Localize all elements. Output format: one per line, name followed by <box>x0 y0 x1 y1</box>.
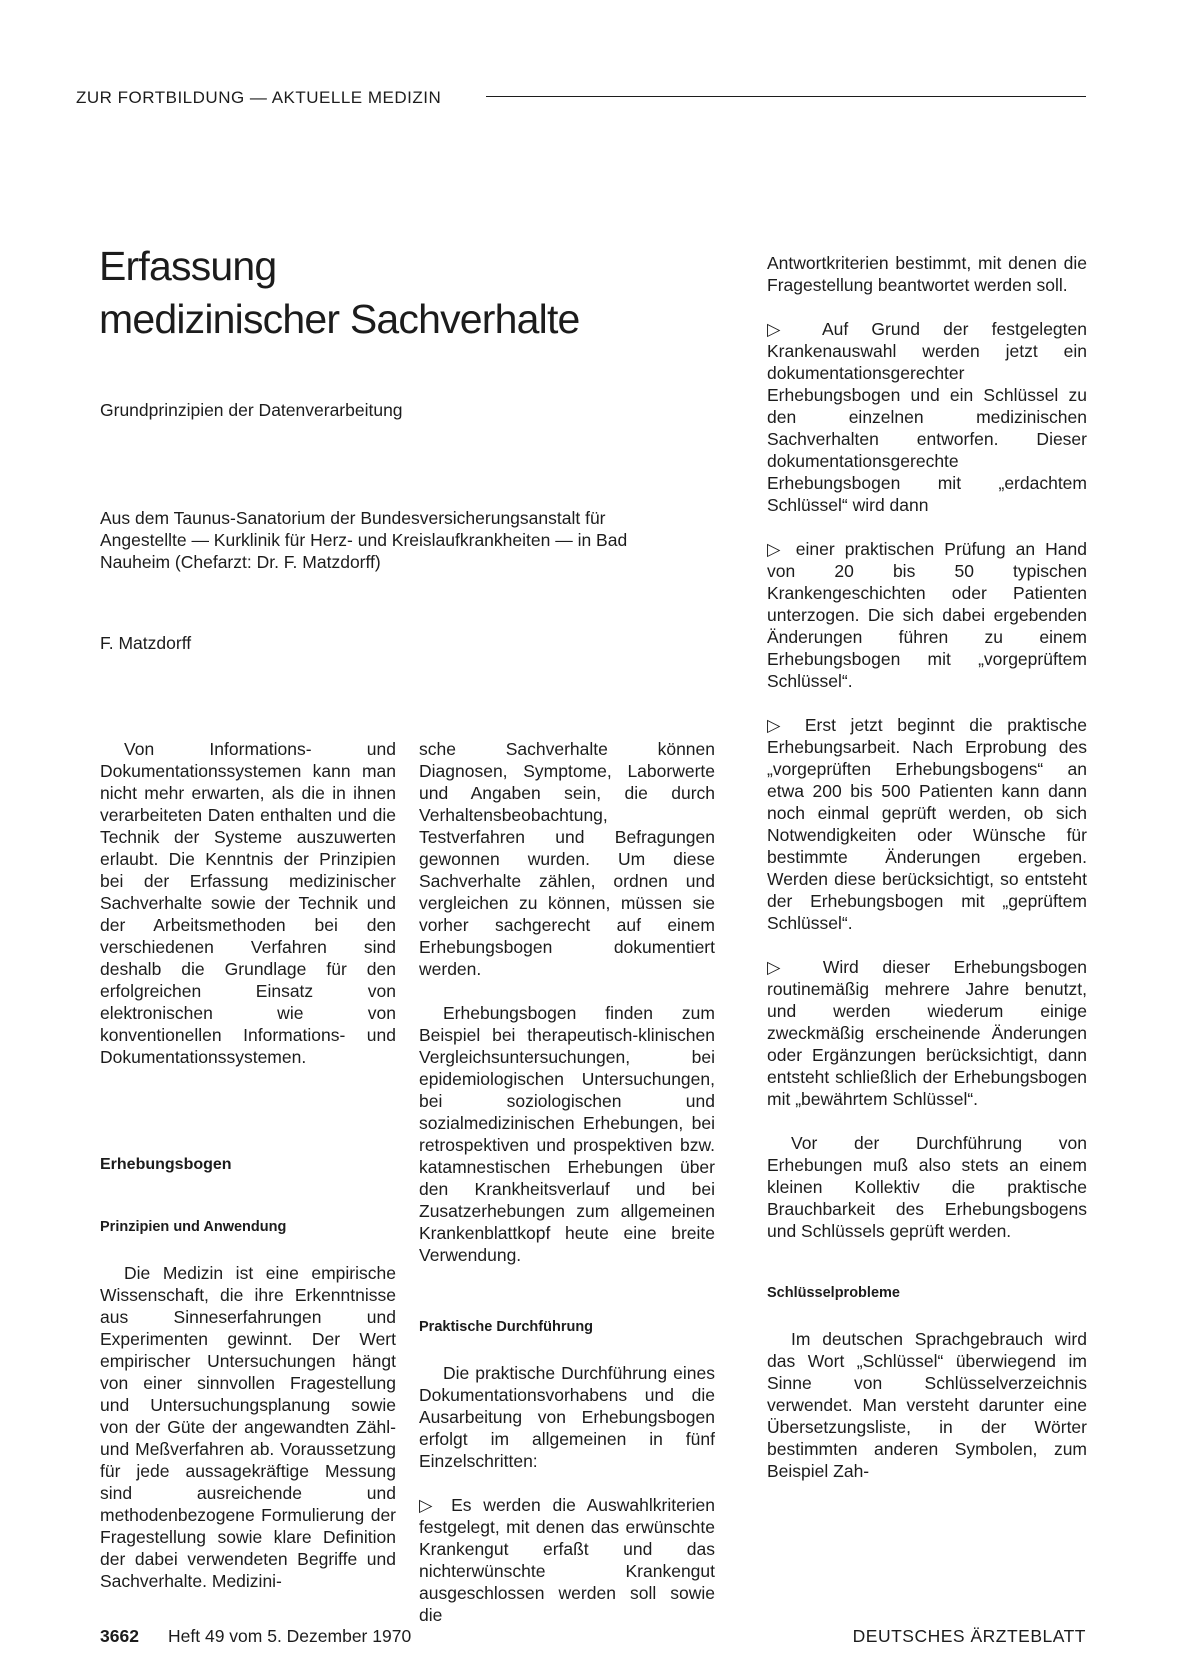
header-rule <box>486 96 1086 97</box>
step-item: ▷ einer praktischen Prüfung an Hand von 20 bis 50 typischen Krankengeschichten oder Patienten unterzogen. Die sich dabei ergebenden Änderungen führen zu einem Erhebungsbogen mit „vorgeprüftem Schlüssel“. <box>767 538 1087 692</box>
body-paragraph: Die praktische Durchführung eines Dokumentationsvorhabens und die Ausarbeitung von Erhebungsbogen erfolgt im allgemeinen in fünf Einzelschritten: <box>419 1363 715 1471</box>
title-line-1: Erfassung <box>99 243 277 289</box>
body-paragraph: Im deutschen Sprachgebrauch wird das Wort „Schlüssel“ überwiegend im Sinne von Schlüsselverzeichnis verwendet. Man versteht darunter eine Übersetzungsliste, in der Wörter bestimmten anderen Symbolen, zum Beispiel Zah- <box>767 1329 1087 1481</box>
affiliation: Aus dem Taunus-Sanatorium der Bundesversicherungsanstalt für Angestellte — Kurklinik für Herz- und Kreislaufkrankheiten — in Bad Nauheim (Chefarzt: Dr. F. Matzdorff) <box>100 508 628 572</box>
journal-name: DEUTSCHES ÄRZTEBLATT <box>852 1626 1086 1646</box>
body-paragraph: Antwortkriterien bestimmt, mit denen die Fragestellung beantwortet werden soll. <box>767 253 1087 295</box>
subsection-heading: Schlüsselprobleme <box>767 1285 900 1301</box>
section-label: ZUR FORTBILDUNG — AKTUELLE MEDIZIN <box>76 88 442 107</box>
article-subtitle: Grundprinzipien der Datenverarbeitung <box>100 400 403 420</box>
subsection-heading: Prinzipien und Anwendung <box>100 1219 287 1235</box>
column-1 <box>100 738 396 1592</box>
subsection-heading: Praktische Durchführung <box>419 1319 594 1335</box>
issue-info: Heft 49 vom 5. Dezember 1970 <box>168 1626 412 1646</box>
step-item: ▷ Erst jetzt beginnt die praktische Erhebungsarbeit. Nach Erprobung des „vorgeprüften Erhebungsbogens“ an etwa 200 bis 500 Patienten kann dann noch einmal geprüft werden, ob sich Notwendigkeiten oder Wünsche für bestimmte Änderungen ergeben. Werden diese berücksichtigt, so entsteht der Erhebungsbogen mit „geprüftem Schlüssel“. <box>767 714 1087 934</box>
step-item: ▷ Es werden die Auswahlkriterien festgelegt, mit denen das erwünschte Krankengut erfaßt und das nichterwünschte Krankengut ausgeschlossen werden soll sowie die <box>419 1494 715 1626</box>
section-heading: Erhebungsbogen <box>100 1156 232 1173</box>
intro-paragraph: Von Informations- und Dokumentationssystemen kann man nicht mehr erwarten, als die in ihnen verarbeiteten Daten enthalten und die Technik der Systeme auszuwerten erlaubt. Die Kenntnis der Prinzipien bei der Erfassung medizinischer Sachverhalte sowie der Technik und der Arbeitsmethoden bei den verschiedenen Verfahren sind deshalb die Grundlage für den erfolgreichen Einsatz von elektronischen wie von konventionellen Informations- und Dokumentationssystemen. <box>100 739 396 1067</box>
body-paragraph: Erhebungsbogen finden zum Beispiel bei therapeutisch-klinischen Vergleichsuntersuchungen, bei epidemiologischen Untersuchungen, bei soziologischen und sozialmedizinischen Erhebungen, bei retrospektiven und prospektiven bzw. katamnestischen Erhebungen über den Krankheitsverlauf und bei Zusatzerhebungen zum allgemeinen Krankenblattkopf heute eine breite Verwendung. <box>419 1003 715 1265</box>
step-item: ▷ Auf Grund der festgelegten Krankenauswahl werden jetzt ein dokumentationsgerechter Erhebungsbogen und ein Schlüssel zu den einzelnen medizinischen Sachverhalten entworfen. Dieser dokumentationsgerechte Erhebungsbogen mit „erdachtem Schlüssel“ wird dann <box>767 318 1087 516</box>
body-paragraph: Die Medizin ist eine empirische Wissenschaft, die ihre Erkenntnisse aus Sinneserfahrungen und Experimenten gewinnt. Der Wert empirischer Untersuchungen hängt von einer sinnvollen Fragestellung und Untersuchungsplanung sowie von der Güte der angewandten Zähl- und Meßverfahren ab. Voraussetzung für jede aussagekräftige Messung sind ausreichende und methodenbezogene Formulierung der Fragestellung sowie klare Definition der dabei verwendeten Begriffe und Sachverhalte. Medizini- <box>100 1263 396 1591</box>
running-header <box>76 86 1086 110</box>
author-name: F. Matzdorff <box>100 633 192 653</box>
body-paragraph: Vor der Durchführung von Erhebungen muß also stets an einem kleinen Kollektiv die praktische Brauchbarkeit des Erhebungsbogens und Schlüssels geprüft werden. <box>767 1133 1087 1241</box>
title-line-2: medizinischer Sachverhalte <box>99 296 580 342</box>
page-footer <box>100 1626 1086 1650</box>
body-paragraph: sche Sachverhalte können Diagnosen, Symptome, Laborwerte und Angaben sein, die durch Verhaltensbeobachtung, Testverfahren und Befragungen gewonnen wurden. Um diese Sachverhalte zählen, ordnen und vergleichen zu können, müssen sie vorher sachgerecht auf einem Erhebungsbogen dokumentiert werden. <box>419 739 715 979</box>
column-3 <box>767 252 1087 1482</box>
step-item: ▷ Wird dieser Erhebungsbogen routinemäßig mehrere Jahre benutzt, und werden wiederum einige zweckmäßig erscheinende Änderungen oder Ergänzungen berücksichtigt, dann entsteht schließlich der Erhebungsbogen mit „bewährtem Schlüssel“. <box>767 956 1087 1110</box>
article-title <box>99 240 580 346</box>
page-number: 3662 <box>100 1626 139 1646</box>
column-2 <box>419 738 715 1626</box>
